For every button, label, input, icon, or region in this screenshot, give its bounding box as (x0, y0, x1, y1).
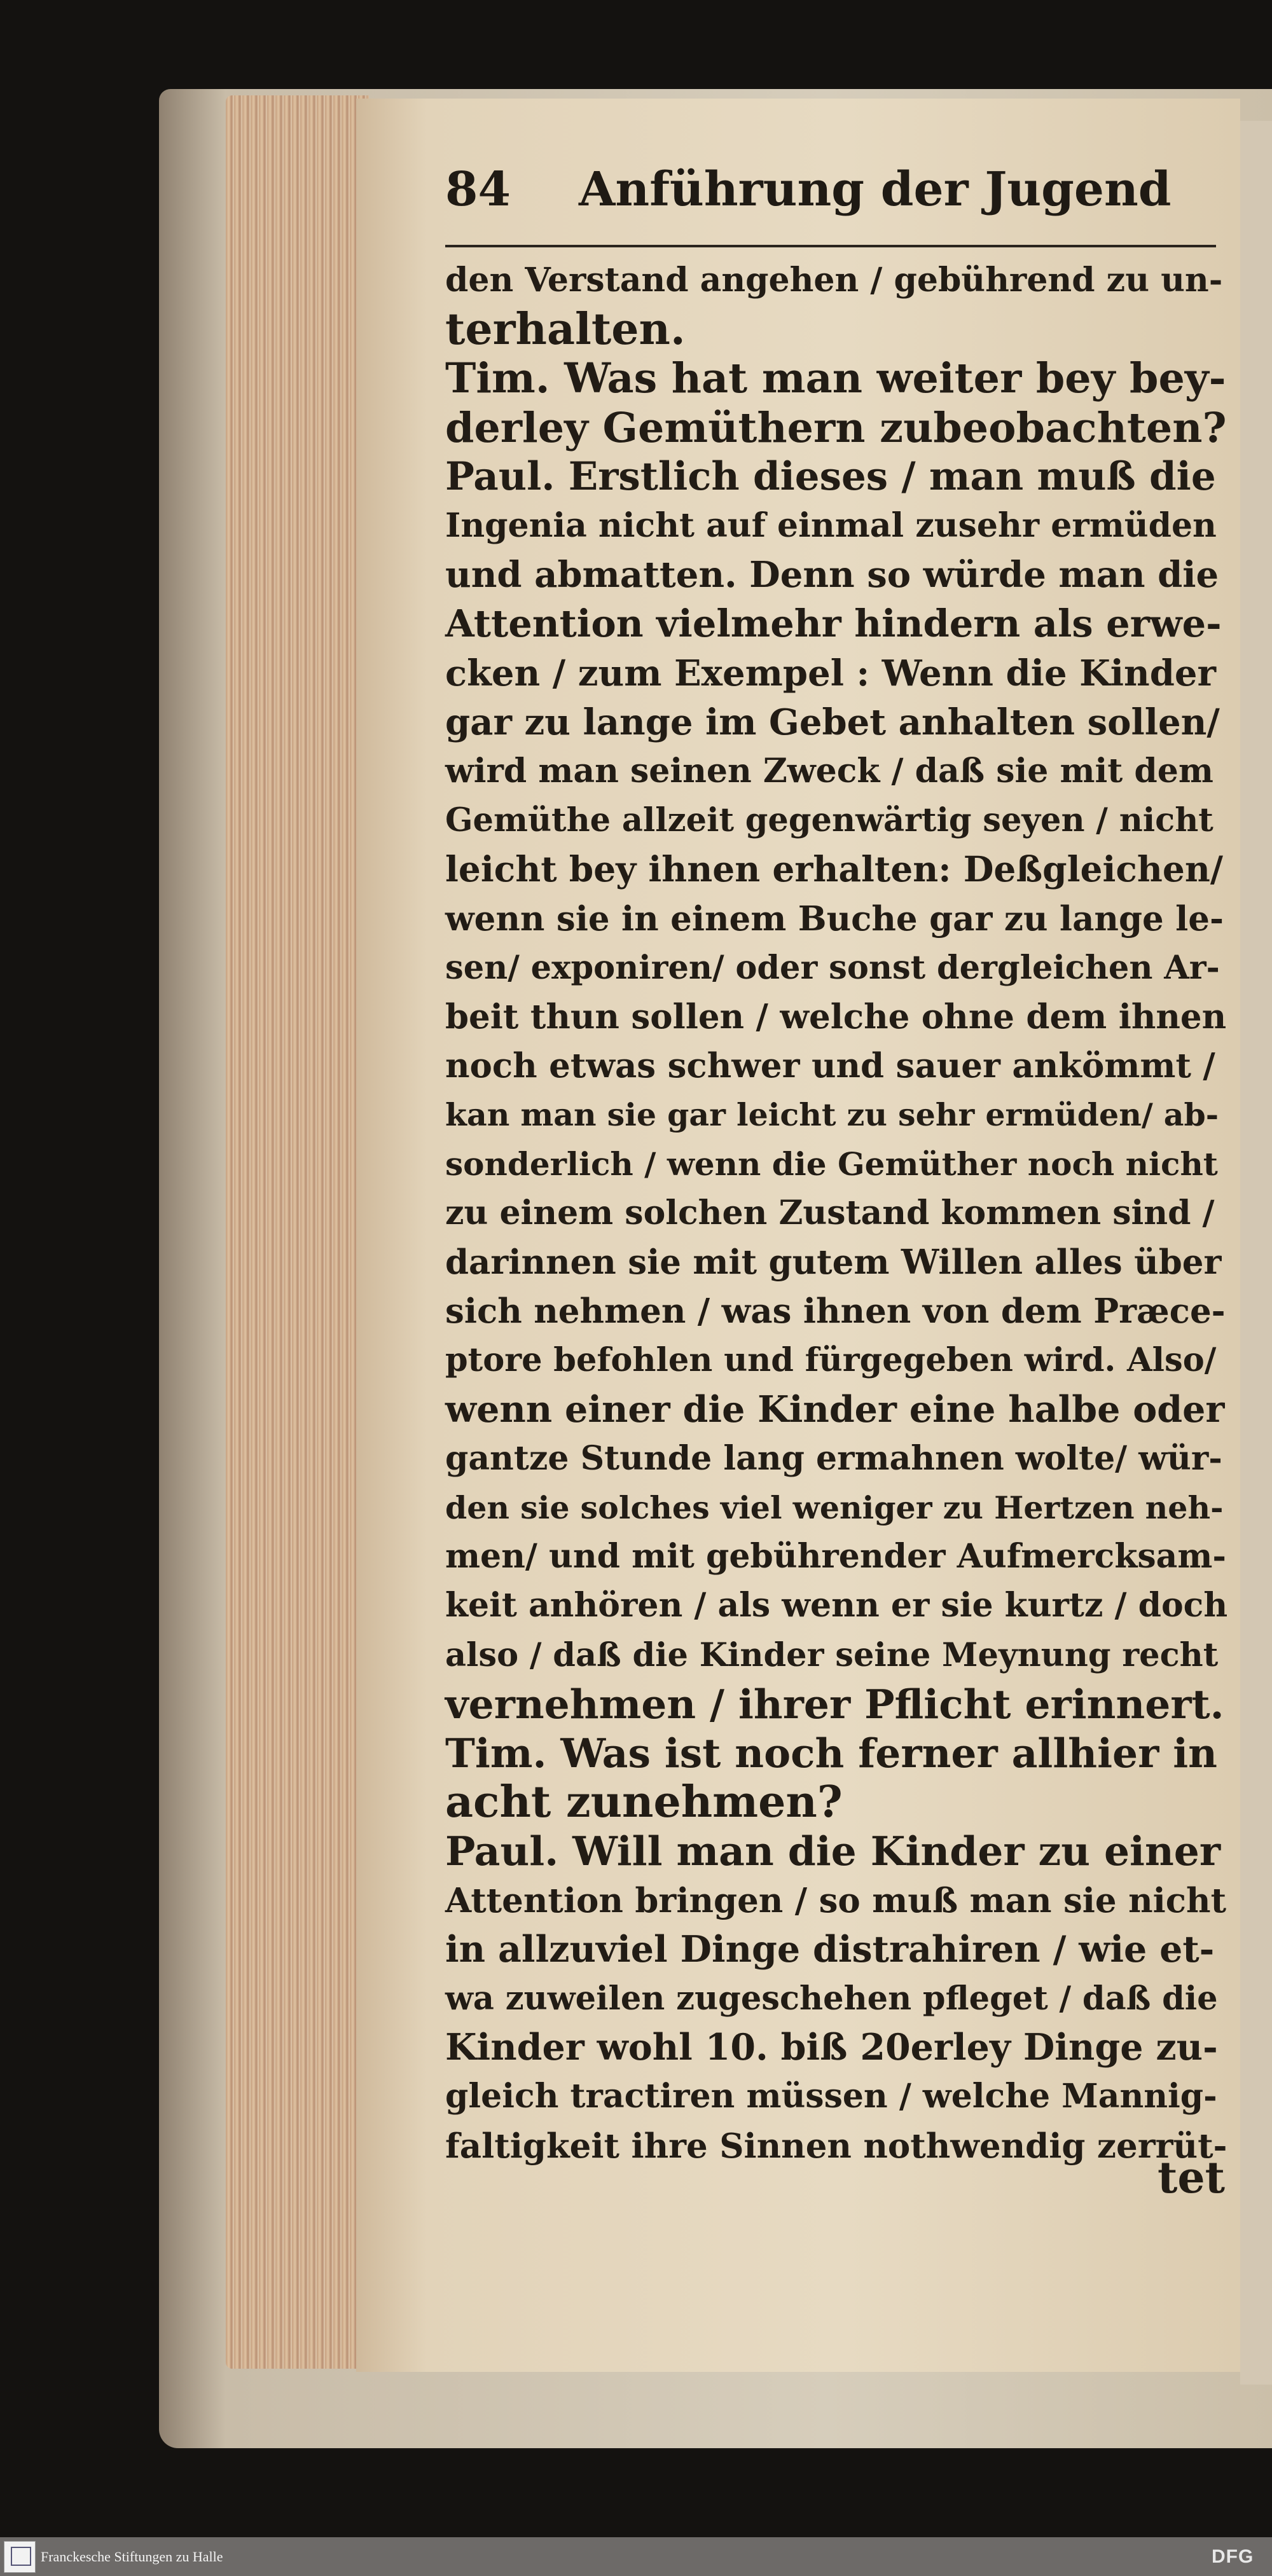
text-line: beit thun sollen / welche ohne dem ihnen (445, 997, 1227, 1037)
page-header (445, 162, 1227, 248)
text-line: zu einem solchen Zustand kommen sind / (445, 1193, 1215, 1232)
text-line: vernehmen / ihrer Pflicht erinnert. (445, 1680, 1224, 1728)
dfg-logo: DFG (1212, 2546, 1254, 2567)
text-line: Kinder wohl 10. biß 20erley Dinge zu- (445, 2026, 1218, 2069)
header-rule (445, 245, 1216, 247)
catchword: tet (1158, 2152, 1226, 2203)
text-line: Attention bringen / so muß man sie nicht (445, 1880, 1227, 1920)
page-edges (226, 95, 369, 2369)
text-line: faltigkeit ihre Sinnen nothwendig zerrüt- (445, 2126, 1227, 2166)
text-line: sich nehmen / was ihnen von dem Præce- (445, 1291, 1226, 1332)
text-line: in allzuviel Dinge distrahiren / wie et- (445, 1927, 1215, 1971)
text-line: Tim. Was hat man weiter bey bey- (445, 354, 1226, 403)
text-line: wa zuweilen zugeschehen pfleget / daß die (445, 1980, 1218, 2018)
text-line: keit anhören / als wenn er sie kurtz / doch (445, 1586, 1228, 1625)
institution-logo-icon (4, 2541, 36, 2573)
text-line: gantze Stunde lang ermahnen wolte/ wür- (445, 1438, 1222, 1478)
running-head: Anführung der Jugend (579, 162, 1172, 217)
text-line: kan man sie gar leicht zu sehr ermüden/ ab- (445, 1096, 1219, 1134)
text-line: men/ und mit gebührender Aufmercksam- (445, 1537, 1226, 1576)
text-line: Tim. Was ist noch ferner allhier in (445, 1730, 1217, 1777)
text-line: darinnen sie mit gutem Willen alles über (445, 1243, 1222, 1282)
text-line: Paul. Erstlich dieses / man muß die (445, 453, 1216, 499)
text-line: cken / zum Exempel : Wenn die Kinder (445, 652, 1217, 694)
text-line: ptore befohlen und fürgegeben wird. Also/ (445, 1341, 1217, 1380)
text-line: den sie solches viel weniger zu Hertzen neh- (445, 1489, 1224, 1526)
text-line: Paul. Will man die Kinder zu einer (445, 1828, 1221, 1875)
text-line: derley Gemüthern zubeobachten? (445, 403, 1227, 452)
text-line: also / daß die Kinder seine Meynung recht (445, 1636, 1219, 1674)
institution-credit: Franckesche Stiftungen zu Halle (41, 2549, 223, 2565)
text-line: sen/ exponiren/ oder sonst dergleichen Ar- (445, 948, 1220, 987)
facing-cover-edge (1240, 121, 1272, 2385)
text-line: wenn einer die Kinder eine halbe oder (445, 1388, 1225, 1431)
text-line: sonderlich / wenn die Gemüther noch nicht (445, 1145, 1218, 1183)
page-number: 84 (445, 162, 511, 217)
text-line: Gemüthe allzeit gegenwärtig seyen / nicht (445, 801, 1213, 840)
text-line: Attention vielmehr hindern als erwe- (445, 602, 1222, 646)
text-line: den Verstand angehen / gebührend zu un- (445, 261, 1223, 300)
text-line: leicht bey ihnen erhalten: Deßgleichen/ (445, 848, 1223, 890)
text-line: noch etwas schwer und sauer ankömmt / (445, 1046, 1215, 1086)
text-line: gleich tractiren müssen / welche Mannig- (445, 2077, 1217, 2116)
text-line: gar zu lange im Gebet anhalten sollen/ (445, 701, 1220, 743)
text-line: acht zunehmen? (445, 1777, 843, 1828)
text-line: terhalten. (445, 304, 686, 355)
text-line: wird man seinen Zweck / daß sie mit dem (445, 752, 1213, 790)
text-line: wenn sie in einem Buche gar zu lange le- (445, 899, 1224, 939)
text-line: Ingenia nicht auf einmal zusehr ermüden (445, 506, 1217, 545)
text-line: und abmatten. Denn so würde man die (445, 554, 1219, 596)
